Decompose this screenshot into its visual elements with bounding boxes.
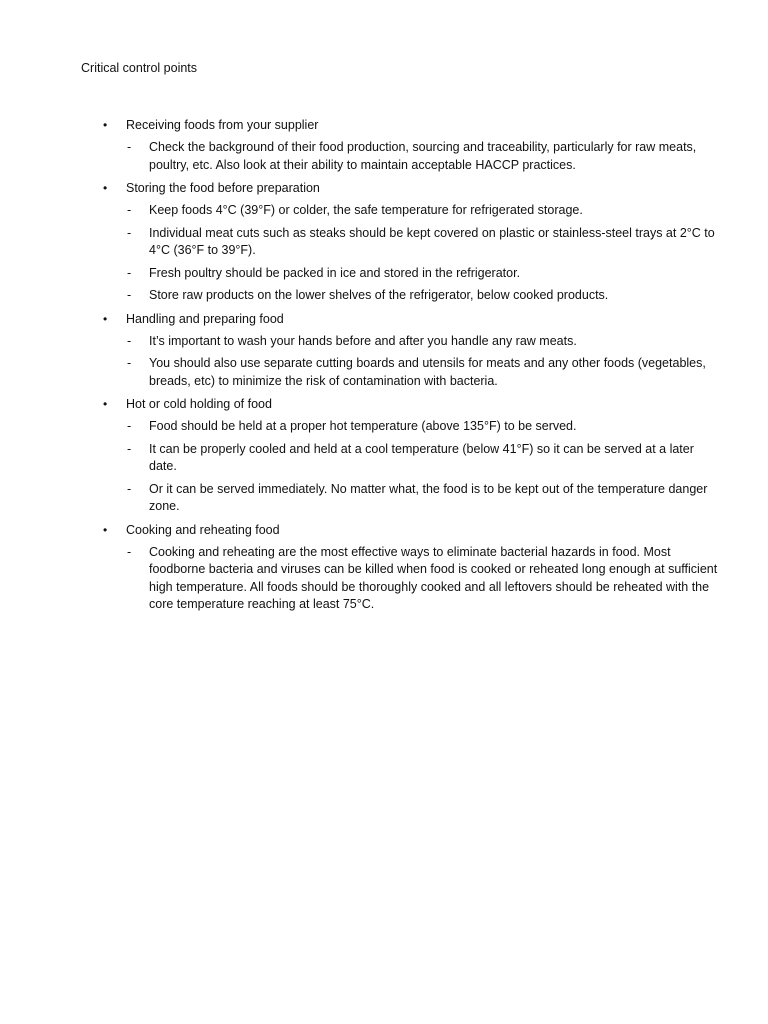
sub-list [126,202,720,305]
dash-icon: - [127,203,132,217]
dash-icon: - [127,356,132,370]
list-item-text: It can be properly cooled and held at a cool temperature (below 41°F) so it can be served at a later date. [149,441,694,473]
section-receiving [100,117,720,174]
sub-list [126,139,720,174]
dash-icon: - [127,140,132,154]
dash-icon: - [127,225,132,240]
bullet-icon: • [103,397,108,411]
list-item-text: Store raw products on the lower shelves of the refrigerator, below cooked products. [149,288,609,302]
bullet-icon: • [103,118,108,132]
list-item [126,265,720,283]
list-item-text: Keep foods 4°C (39°F) or colder, the safe temperature for refrigerated storage. [149,203,583,217]
list-item-text: Check the background of their food production, sourcing and traceability, particularly for raw meats, poultry, etc. Also look at their ability to maintain acceptable HACCP practices. [149,140,697,172]
list-item-text: Individual meat cuts such as steaks should be kept covered on plastic or stainless-steel trays at 2°C to 4°C (36°F to 39°F). [149,225,715,257]
list-item [126,441,720,476]
section-heading: Receiving foods from your supplier [126,118,319,132]
bullet-icon: • [103,522,108,537]
list-item [126,139,720,174]
list-item-text: Or it can be served immediately. No matter what, the food is to be kept out of the temperature danger zone. [149,481,708,513]
dash-icon: - [127,544,132,559]
control-points-list [100,117,720,620]
section-storing [100,180,720,305]
dash-icon: - [127,441,132,456]
dash-icon: - [127,481,132,496]
list-item [126,225,720,260]
section-handling [100,311,720,391]
list-item-text: Cooking and reheating are the most effective ways to eliminate bacterial hazards in food. Most foodborne bacteria and viruses can be killed when food is cooked or reheated long enough at sufficient high temperature. All foods should be thoroughly cooked and all leftovers should be reheated with the core temperature reaching at least 75°C. [149,544,718,611]
section-heading: Cooking and reheating food [126,522,280,537]
list-item [126,418,720,436]
list-item [126,544,720,614]
list-item-text: It’s important to wash your hands before and after you handle any raw meats. [149,333,577,348]
dash-icon: - [127,419,132,433]
dash-icon: - [127,265,132,280]
section-heading: Handling and preparing food [126,311,284,326]
bullet-icon: • [103,311,108,326]
list-item [126,333,720,351]
section-cooking [100,522,720,614]
list-item-text: You should also use separate cutting boards and utensils for meats and any other foods (vegetables, breads, etc) to minimize the risk of contamination with bacteria. [149,356,706,388]
section-holding [100,396,720,516]
sub-list [126,418,720,516]
section-heading: Hot or cold holding of food [126,397,272,411]
list-item [126,202,720,220]
list-item-text: Food should be held at a proper hot temperature (above 135°F) to be served. [149,419,577,433]
sub-list [126,333,720,391]
list-item-text: Fresh poultry should be packed in ice and stored in the refrigerator. [149,265,521,280]
dash-icon: - [127,333,132,348]
section-heading: Storing the food before preparation [126,181,320,195]
list-item [126,481,720,516]
bullet-icon: • [103,181,108,195]
sub-list [126,544,720,614]
list-item [126,355,720,390]
document-title: Critical control points [81,61,198,75]
list-item [126,287,720,305]
dash-icon: - [127,288,132,302]
